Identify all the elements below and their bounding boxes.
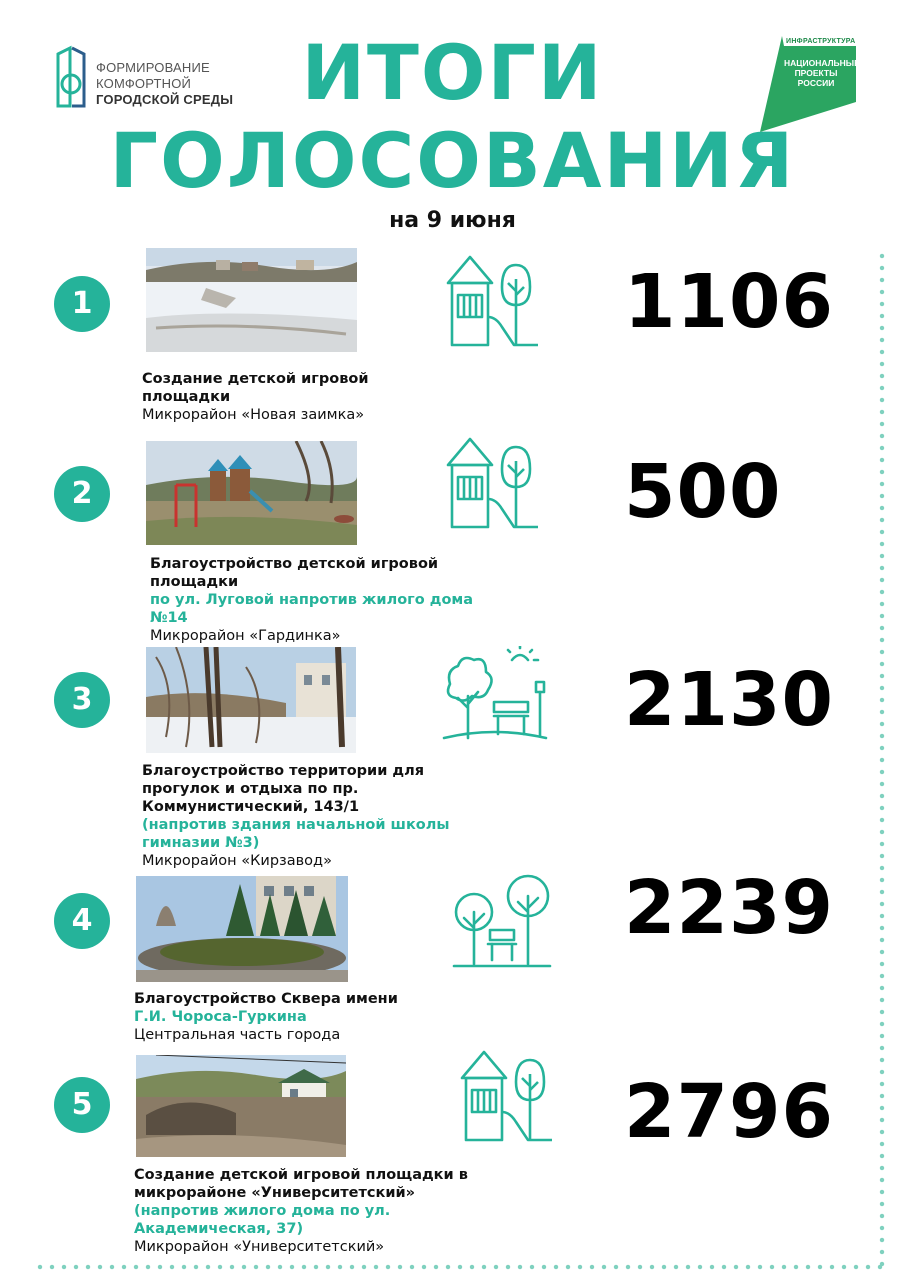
item-highlight: (напротив жилого дома по ул. Академическая, 37) [134,1203,391,1237]
vote-count: 2239 [624,865,834,951]
item-title: Создание детской игровой площадки в микрорайоне «Университетский» [134,1167,468,1201]
item-title: Благоустройство территории для прогулок и отдыха по пр. Коммунистический, 143/1 [142,763,425,815]
item-number-badge: 4 [54,893,110,949]
item-title: Благоустройство детской игровой площадки [150,556,439,590]
item-photo-construction-site [136,1055,346,1157]
item-description [134,1166,484,1256]
item-highlight: Г.И. Чороса-Гуркина [134,1009,307,1025]
item-highlight: (напротив здания начальной школы гимназии №3) [142,817,450,851]
page-title-line-1: ИТОГИ [301,28,604,117]
item-number-badge: 1 [54,276,110,332]
item-photo-snowy-field [146,248,357,352]
park-bench-lamp-icon [442,646,550,746]
item-number-badge: 3 [54,672,110,728]
item-description [142,370,442,424]
vote-count: 500 [624,449,782,535]
playground-tower-tree-icon [458,1048,554,1144]
logo-line-1: ФОРМИРОВАНИЕ [96,60,210,75]
vote-count: 1106 [624,259,834,345]
item-photo-walking-area [146,647,356,753]
logo-line-2: КОМФОРТНОЙ [96,76,192,91]
item-number-badge: 5 [54,1077,110,1133]
dotted-border-bottom [34,1264,884,1270]
page-subtitle-date: на 9 июня [389,208,516,233]
item-number-badge: 2 [54,466,110,522]
item-photo-square [136,876,348,982]
item-highlight: по ул. Луговой напротив жилого дома №14 [150,592,474,626]
vote-count: 2130 [624,657,834,743]
item-district: Микрорайон «Новая заимка» [142,407,365,423]
playground-tower-tree-icon [444,435,540,531]
national-projects-text: НАЦИОНАЛЬНЫЕ ПРОЕКТЫ РОССИИ [784,58,860,88]
item-district: Микрорайон «Гардинка» [150,628,341,644]
item-district: Микрорайон «Кирзавод» [142,853,332,869]
infrastructure-tag: ИНФРАСТРУКТУРА [786,38,856,45]
item-district: Центральная часть города [134,1027,341,1043]
item-description [150,555,480,645]
dotted-border-right [879,250,885,1270]
logo-line-3: ГОРОДСКОЙ СРЕДЫ [96,92,234,107]
item-title: Создание детской игровой площадки [142,371,369,405]
vote-count: 2796 [624,1069,834,1155]
square-trees-bench-icon [452,872,552,970]
playground-tower-tree-icon [444,253,540,349]
item-title: Благоустройство Сквера имени [134,991,398,1007]
item-district: Микрорайон «Университетский» [134,1239,385,1255]
item-description [134,990,454,1044]
item-description [142,762,482,870]
item-photo-playground [146,441,357,545]
page-title-line-2: ГОЛОСОВАНИЯ [109,116,796,205]
